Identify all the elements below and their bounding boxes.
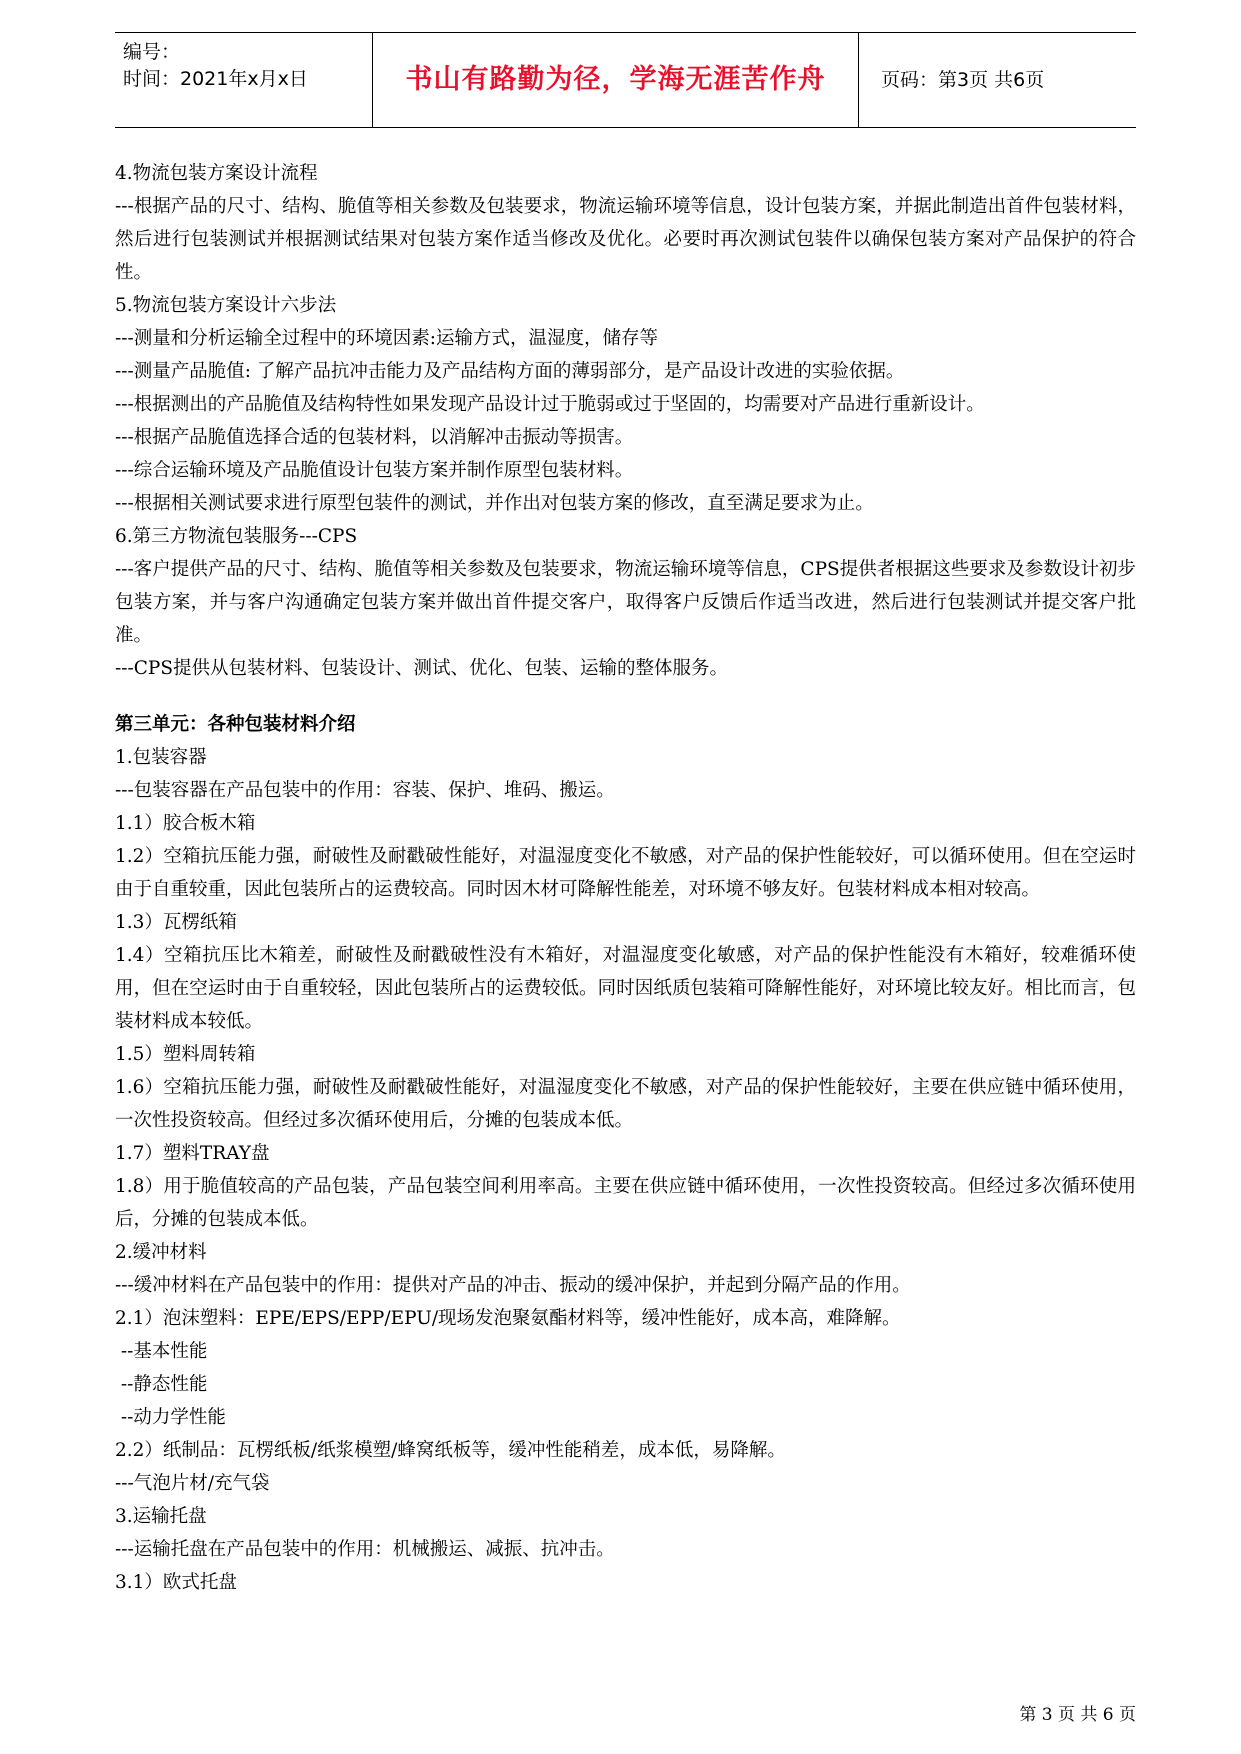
text-line: 2.2）纸制品：瓦楞纸板/纸浆模塑/蜂窝纸板等，缓冲性能稍差，成本低，易降解。 (115, 1440, 786, 1461)
text-line: ---缓冲材料在产品包装中的作用：提供对产品的冲击、振动的缓冲保护，并起到分隔产品的作用。 (115, 1275, 911, 1296)
heading-line: 6.第三方物流包装服务---CPS (115, 526, 358, 547)
heading-line: 1.1）胶合板木箱 (115, 813, 256, 834)
paragraph: ---根据产品的尺寸、结构、脆值等相关参数及包装要求，物流运输环境等信息，设计包装方案，并据此制造出首件包装材料，然后进行包装测试并根据测试结果对包装方案作适当修改及优化。必要时再次测试包装件以确保包装方案对产品保护的符合性。 (115, 196, 1136, 283)
heading-line: 5.物流包装方案设计六步法 (115, 295, 337, 316)
paragraph: ---客户提供产品的尺寸、结构、脆值等相关参数及包装要求，物流运输环境等信息，CPS提供者根据这些要求及参数设计初步包装方案，并与客户沟通确定包装方案并做出首件提交客户，取得客户反馈后作适当改进，然后进行包装测试并提交客户批准。 (115, 559, 1136, 646)
page-header (115, 32, 1136, 128)
text-line: ---测量产品脆值: 了解产品抗冲击能力及产品结构方面的薄弱部分，是产品设计改进的实验依据。 (115, 361, 905, 382)
heading-line: 1.5）塑料周转箱 (115, 1044, 256, 1065)
text-line: ---测量和分析运输全过程中的环境因素:运输方式，温湿度，储存等 (115, 328, 658, 349)
text-line: ---根据相关测试要求进行原型包装件的测试，并作出对包装方案的修改，直至满足要求为止。 (115, 493, 874, 514)
header-page-label: 页码：第3页 共6页 (881, 69, 1045, 91)
text-line: ---CPS提供从包装材料、包装设计、测试、优化、包装、运输的整体服务。 (115, 658, 729, 679)
paragraph: 1.8）用于脆值较高的产品包装，产品包装空间利用率高。主要在供应链中循环使用，一次性投资较高。但经过多次循环使用后，分摊的包装成本低。 (115, 1176, 1136, 1230)
text-line: ---根据产品脆值选择合适的包装材料，以消解冲击振动等损害。 (115, 427, 634, 448)
text-line: ---包装容器在产品包装中的作用：容装、保护、堆码、搬运。 (115, 780, 615, 801)
text-line: ---根据测出的产品脆值及结构特性如果发现产品设计过于脆弱或过于坚固的，均需要对产品进行重新设计。 (115, 394, 985, 415)
section-title: 第三单元：各种包装材料介绍 (115, 714, 356, 735)
text-line: ---运输托盘在产品包装中的作用：机械搬运、减振、抗冲击。 (115, 1539, 615, 1560)
paragraph: 1.4）空箱抗压比木箱差，耐破性及耐戳破性没有木箱好，对温湿度变化敏感，对产品的保护性能没有木箱好，较难循环使用，但在空运时由于自重较轻，因此包装所占的运费较低。同时因纸质包装箱可降解性能好，对环境比较友好。相比而言，包装材料成本较低。 (115, 945, 1136, 1032)
heading-line: 1.7）塑料TRAY盘 (115, 1143, 270, 1164)
paragraph: 1.6）空箱抗压能力强，耐破性及耐戳破性能好，对温湿度变化不敏感，对产品的保护性能较好，主要在供应链中循环使用，一次性投资较高。但经过多次循环使用后，分摊的包装成本低。 (115, 1077, 1136, 1131)
heading-line: 3.1）欧式托盘 (115, 1572, 237, 1593)
text-line: --基本性能 (115, 1341, 208, 1362)
date-label: 时间：2021年x月x日 (123, 68, 308, 90)
text-line: ---综合运输环境及产品脆值设计包装方案并制作原型包装材料。 (115, 460, 634, 481)
text-line: 2.1）泡沫塑料：EPE/EPS/EPP/EPU/现场发泡聚氨酯材料等，缓冲性能好，成本高，难降解。 (115, 1308, 901, 1329)
header-motto: 书山有路勤为径，学海无涯苦作舟 (373, 33, 859, 127)
text-line: --动力学性能 (115, 1407, 226, 1428)
text-line: --静态性能 (115, 1374, 208, 1395)
paragraph: 1.2）空箱抗压能力强，耐破性及耐戳破性能好，对温湿度变化不敏感，对产品的保护性能较好，可以循环使用。但在空运时由于自重较重，因此包装所占的运费较高。同时因木材可降解性能差，对环境不够友好。包装材料成本相对较高。 (115, 846, 1136, 900)
header-info (115, 33, 373, 127)
number-label: 编号： (123, 41, 181, 63)
text-line: ---气泡片材/充气袋 (115, 1473, 270, 1494)
document-body (115, 157, 1136, 1599)
heading-line: 3.运输托盘 (115, 1506, 207, 1527)
page-footer: 第 3 页 共 6 页 (1019, 1705, 1136, 1725)
heading-line: 4.物流包装方案设计流程 (115, 163, 318, 184)
heading-line: 2.缓冲材料 (115, 1242, 207, 1263)
heading-line: 1.包装容器 (115, 747, 207, 768)
heading-line: 1.3）瓦楞纸箱 (115, 912, 237, 933)
